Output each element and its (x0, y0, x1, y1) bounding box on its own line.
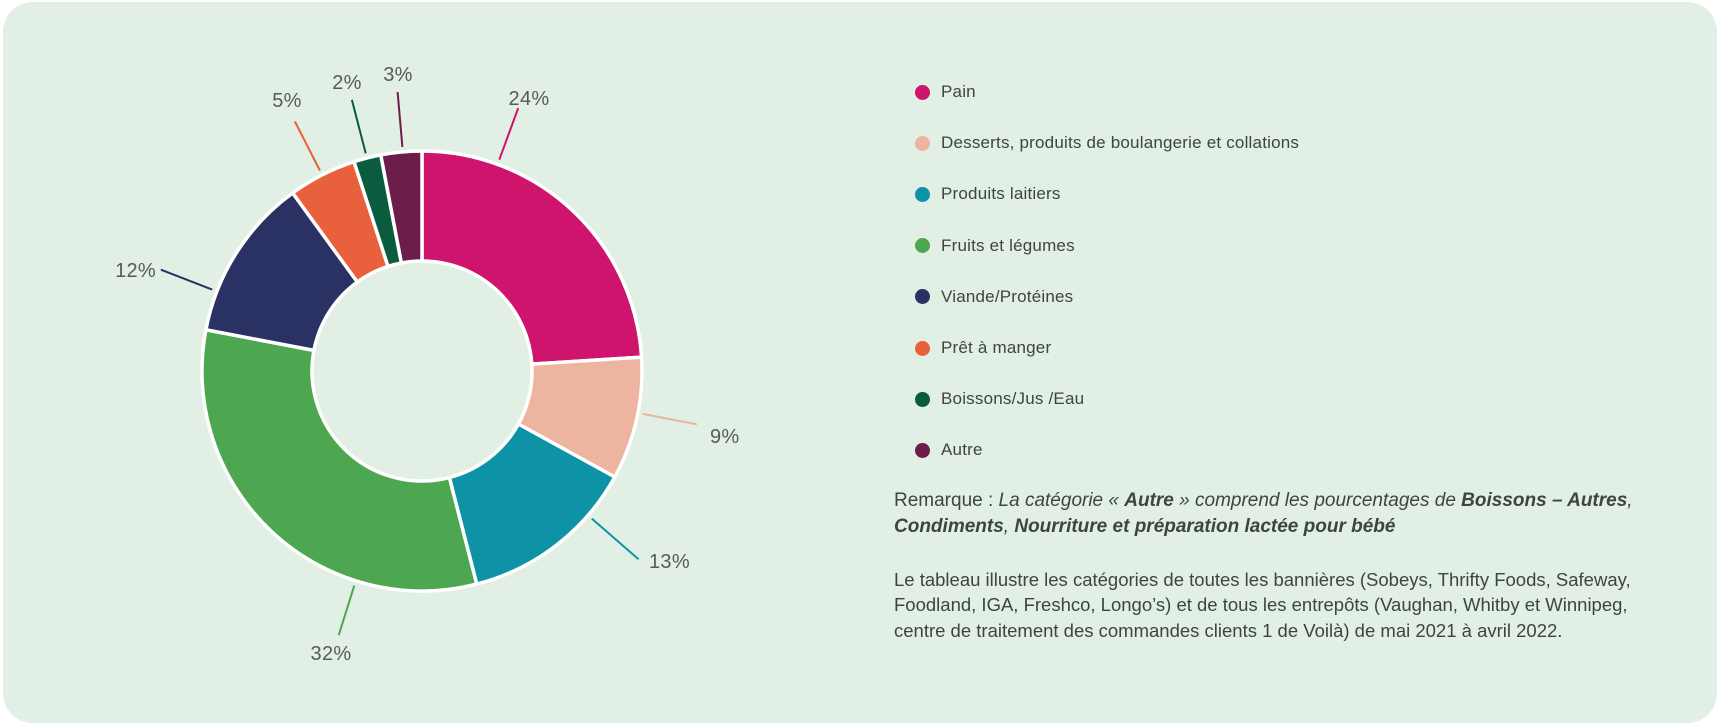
note-line (894, 514, 1634, 540)
leader-line-pain (499, 108, 518, 160)
legend-item-produits-laitiers (915, 184, 1061, 204)
legend-dot-icon (915, 238, 930, 253)
percent-label-pain: 24% (508, 88, 550, 110)
pie-slice-pain (422, 151, 642, 364)
percent-label-pret-a-manger: 5% (272, 90, 302, 112)
legend-label: Fruits et légumes (941, 235, 1075, 255)
percent-label-desserts: 9% (710, 426, 740, 448)
legend-dot-icon (915, 392, 930, 407)
leader-line-viande-proteines (161, 270, 212, 290)
note-segment: Condiments (894, 516, 1004, 537)
percent-label-viande-proteines: 12% (115, 260, 156, 282)
leader-line-autre (398, 92, 403, 147)
note-segment: Autre (1124, 490, 1174, 511)
note-line (894, 488, 1634, 514)
legend-item-pain (915, 82, 976, 102)
legend-label: Viande/Protéines (941, 286, 1074, 306)
percent-label-fruits-et-legumes: 32% (310, 643, 352, 665)
pie-slice-fruits-et-legumes (202, 330, 477, 591)
note-segment: Nourriture et préparation lactée pour bébé (1014, 516, 1396, 537)
description-paragraph (894, 567, 1644, 643)
legend-label: Boissons/Jus /Eau (941, 389, 1085, 409)
note-segment: » comprend les pourcentages de (1173, 490, 1462, 511)
legend-dot-icon (915, 443, 930, 458)
legend-dot-icon (915, 85, 930, 100)
note-segment: La catégorie « (998, 490, 1125, 511)
legend-item-fruits-et-legumes (915, 236, 1075, 256)
leader-line-pret-a-manger (295, 122, 320, 171)
paragraph-line: Foodland, IGA, Freshco, Longo’s) et de tous les entrepôts (Vaughan, Whitby et Winnipeg, (894, 594, 1628, 616)
paragraph-line: Le tableau illustre les catégories de toutes les bannières (Sobeys, Thrifty Foods, Safeway, (894, 569, 1631, 590)
leader-line-fruits-et-legumes (339, 586, 355, 636)
chart-legend (915, 0, 1475, 480)
donut-chart (0, 0, 840, 727)
percent-label-boissons-jus-eau: 2% (332, 72, 362, 94)
legend-item-boissons-jus-eau (915, 389, 1084, 409)
leader-line-desserts (643, 414, 697, 425)
legend-dot-icon (915, 136, 930, 151)
note-segment: Boissons – Autres (1461, 490, 1628, 511)
legend-item-viande-proteines (915, 287, 1073, 307)
note-remarque (894, 488, 1634, 540)
legend-label: Desserts, produits de boulangerie et collations (941, 133, 1300, 153)
note-segment: Remarque : (894, 490, 999, 511)
leader-line-produits-laitiers (592, 519, 639, 560)
leader-line-boissons-jus-eau (352, 100, 366, 153)
legend-dot-icon (915, 289, 930, 304)
legend-item-pret-a-manger (915, 338, 1051, 358)
legend-label: Autre (941, 440, 983, 460)
percent-label-produits-laitiers: 13% (649, 551, 690, 573)
legend-item-desserts (915, 133, 1299, 153)
legend-dot-icon (915, 187, 930, 202)
legend-label: Produits laitiers (941, 184, 1061, 204)
paragraph-line: centre de traitement des commandes clients 1 de Voilà) de mai 2021 à avril 2022. (894, 619, 1563, 641)
note-segment: , (1003, 516, 1015, 537)
legend-label: Pain (941, 82, 976, 101)
legend-dot-icon (915, 341, 930, 356)
note-segment: , (1627, 490, 1633, 511)
legend-item-autre (915, 440, 983, 460)
legend-label: Prêt à manger (941, 338, 1052, 357)
percent-label-autre: 3% (383, 64, 413, 86)
